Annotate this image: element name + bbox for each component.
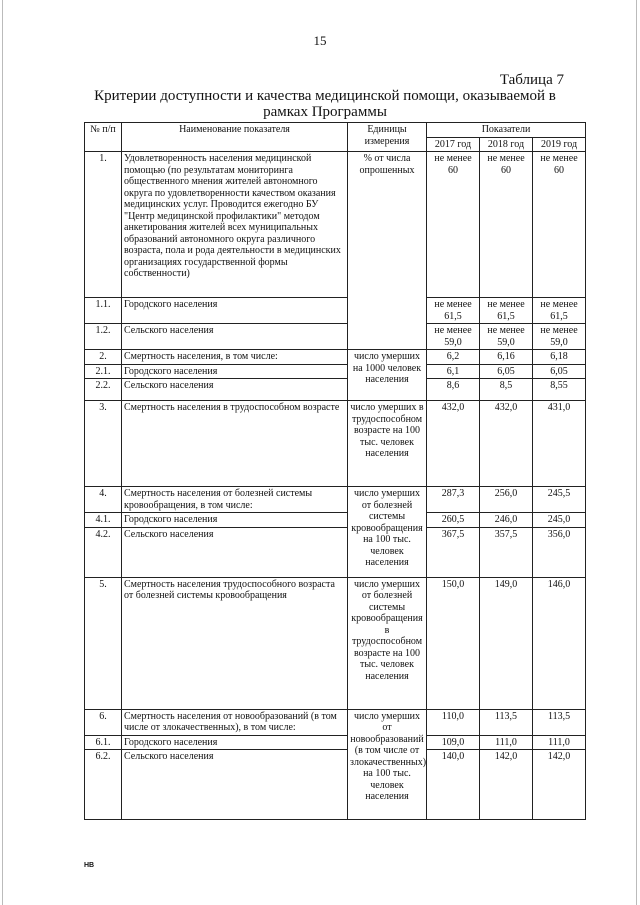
row-name: Смертность населения от новообразований (в том числе от злокачественных), в том числе: bbox=[122, 709, 348, 735]
row-value-2019: 6,05 bbox=[533, 364, 586, 379]
row-name: Смертность населения трудоспособного возраста от болезней системы кровообращения bbox=[122, 577, 348, 709]
row-name: Сельского населения bbox=[122, 379, 348, 401]
row-value-2019: 111,0 bbox=[533, 735, 586, 750]
table-row bbox=[85, 487, 586, 513]
table-label: Таблица 7 bbox=[499, 72, 564, 88]
row-value-2018: 142,0 bbox=[480, 750, 533, 820]
row-value-2018: 256,0 bbox=[480, 487, 533, 513]
row-value-2019: 142,0 bbox=[533, 750, 586, 820]
row-value-2018: 6,05 bbox=[480, 364, 533, 379]
row-value-2017: не менее 59,0 bbox=[427, 324, 480, 350]
row-value-2017: 110,0 bbox=[427, 709, 480, 735]
row-value-2018: не менее 60 bbox=[480, 152, 533, 298]
row-value-2017: 6,2 bbox=[427, 350, 480, 365]
row-unit: число умерших на 1000 человек населения bbox=[348, 350, 427, 401]
criteria-table bbox=[84, 122, 586, 820]
row-name: Городского населения bbox=[122, 735, 348, 750]
row-num: 6.1. bbox=[85, 735, 122, 750]
row-num: 2.1. bbox=[85, 364, 122, 379]
header-unit: Единицы измерения bbox=[348, 123, 427, 152]
row-value-2017: 432,0 bbox=[427, 401, 480, 487]
row-value-2018: 6,16 bbox=[480, 350, 533, 365]
table-row bbox=[85, 527, 586, 577]
row-unit: число умерших от новообразований (в том числе от злокачественных) на 100 тыс. человек населения bbox=[348, 709, 427, 820]
table-row bbox=[85, 379, 586, 401]
table-row bbox=[85, 152, 586, 298]
row-value-2017: 287,3 bbox=[427, 487, 480, 513]
table-title: Критерии доступности и качества медицинской помощи, оказываемой в рамках Программы bbox=[94, 88, 556, 120]
header-year-2019: 2019 год bbox=[533, 137, 586, 152]
row-value-2019: 245,0 bbox=[533, 513, 586, 528]
row-name: Смертность населения в трудоспособном возрасте bbox=[122, 401, 348, 487]
table-row bbox=[85, 401, 586, 487]
page-right-edge bbox=[636, 0, 637, 905]
row-value-2019: 146,0 bbox=[533, 577, 586, 709]
table-row bbox=[85, 350, 586, 365]
row-num: 1.2. bbox=[85, 324, 122, 350]
row-name: Городского населения bbox=[122, 364, 348, 379]
row-value-2018: 357,5 bbox=[480, 527, 533, 577]
row-value-2017: 6,1 bbox=[427, 364, 480, 379]
table-row bbox=[85, 709, 586, 735]
row-unit: число умерших от болезней системы кровообращения в трудоспособном возрасте на 100 тыс. человек населения bbox=[348, 577, 427, 709]
row-num: 1. bbox=[85, 152, 122, 298]
header-year-2017: 2017 год bbox=[427, 137, 480, 152]
row-value-2018: 111,0 bbox=[480, 735, 533, 750]
row-name: Городского населения bbox=[122, 298, 348, 324]
row-value-2017: не менее 60 bbox=[427, 152, 480, 298]
table-row bbox=[85, 735, 586, 750]
table-row bbox=[85, 364, 586, 379]
row-value-2018: не менее 61,5 bbox=[480, 298, 533, 324]
row-num: 6.2. bbox=[85, 750, 122, 820]
row-num: 1.1. bbox=[85, 298, 122, 324]
row-name: Городского населения bbox=[122, 513, 348, 528]
row-unit: % от числа опрошенных bbox=[348, 152, 427, 350]
row-num: 5. bbox=[85, 577, 122, 709]
row-num: 2. bbox=[85, 350, 122, 365]
row-value-2019: 245,5 bbox=[533, 487, 586, 513]
row-value-2018: 113,5 bbox=[480, 709, 533, 735]
table-row bbox=[85, 577, 586, 709]
row-value-2019: 8,55 bbox=[533, 379, 586, 401]
row-value-2017: 367,5 bbox=[427, 527, 480, 577]
row-name: Сельского населения bbox=[122, 527, 348, 577]
row-value-2017: 8,6 bbox=[427, 379, 480, 401]
row-value-2017: 260,5 bbox=[427, 513, 480, 528]
page-number: 15 bbox=[313, 33, 327, 48]
row-num: 6. bbox=[85, 709, 122, 735]
table-row bbox=[85, 324, 586, 350]
row-value-2017: 140,0 bbox=[427, 750, 480, 820]
row-name: Удовлетворенность населения медицинской помощью (по результатам мониторинга общественного мнения жителей автономного округа по удовлетворенности качеством оказания медицинских услуг. Проводится ежегодно БУ "Центр медицинской профилактики" методом анкетирования жителей всех муниципальных образований автономного округа различного возраста, пола и рода деятельности в медицинских организациях государственной формы собственности) bbox=[122, 152, 348, 298]
page-left-edge bbox=[2, 0, 3, 905]
table-row bbox=[85, 513, 586, 528]
row-value-2017: не менее 61,5 bbox=[427, 298, 480, 324]
table-row bbox=[85, 298, 586, 324]
row-num: 3. bbox=[85, 401, 122, 487]
row-value-2019: 431,0 bbox=[533, 401, 586, 487]
row-value-2019: не менее 61,5 bbox=[533, 298, 586, 324]
row-value-2019: 6,18 bbox=[533, 350, 586, 365]
row-num: 4. bbox=[85, 487, 122, 513]
footer-mark: НВ bbox=[84, 862, 95, 869]
row-value-2018: 432,0 bbox=[480, 401, 533, 487]
row-name: Сельского населения bbox=[122, 750, 348, 820]
row-name: Сельского населения bbox=[122, 324, 348, 350]
table-header-row bbox=[85, 123, 586, 138]
row-value-2018: 8,5 bbox=[480, 379, 533, 401]
row-num: 2.2. bbox=[85, 379, 122, 401]
header-indicators: Показатели bbox=[427, 123, 586, 138]
row-value-2018: 246,0 bbox=[480, 513, 533, 528]
row-value-2019: 356,0 bbox=[533, 527, 586, 577]
row-value-2017: 109,0 bbox=[427, 735, 480, 750]
row-num: 4.2. bbox=[85, 527, 122, 577]
row-value-2019: не менее 59,0 bbox=[533, 324, 586, 350]
row-value-2019: 113,5 bbox=[533, 709, 586, 735]
row-unit: число умерших от болезней системы кровообращения на 100 тыс. человек населения bbox=[348, 487, 427, 578]
row-value-2019: не менее 60 bbox=[533, 152, 586, 298]
header-year-2018: 2018 год bbox=[480, 137, 533, 152]
row-unit: число умерших в трудоспособном возрасте на 100 тыс. человек населения bbox=[348, 401, 427, 487]
row-num: 4.1. bbox=[85, 513, 122, 528]
row-name: Смертность населения от болезней системы кровообращения, в том числе: bbox=[122, 487, 348, 513]
header-name: Наименование показателя bbox=[122, 123, 348, 152]
row-value-2018: 149,0 bbox=[480, 577, 533, 709]
header-num: № п/п bbox=[85, 123, 122, 152]
row-value-2017: 150,0 bbox=[427, 577, 480, 709]
table-row bbox=[85, 750, 586, 820]
row-name: Смертность населения, в том числе: bbox=[122, 350, 348, 365]
row-value-2018: не менее 59,0 bbox=[480, 324, 533, 350]
